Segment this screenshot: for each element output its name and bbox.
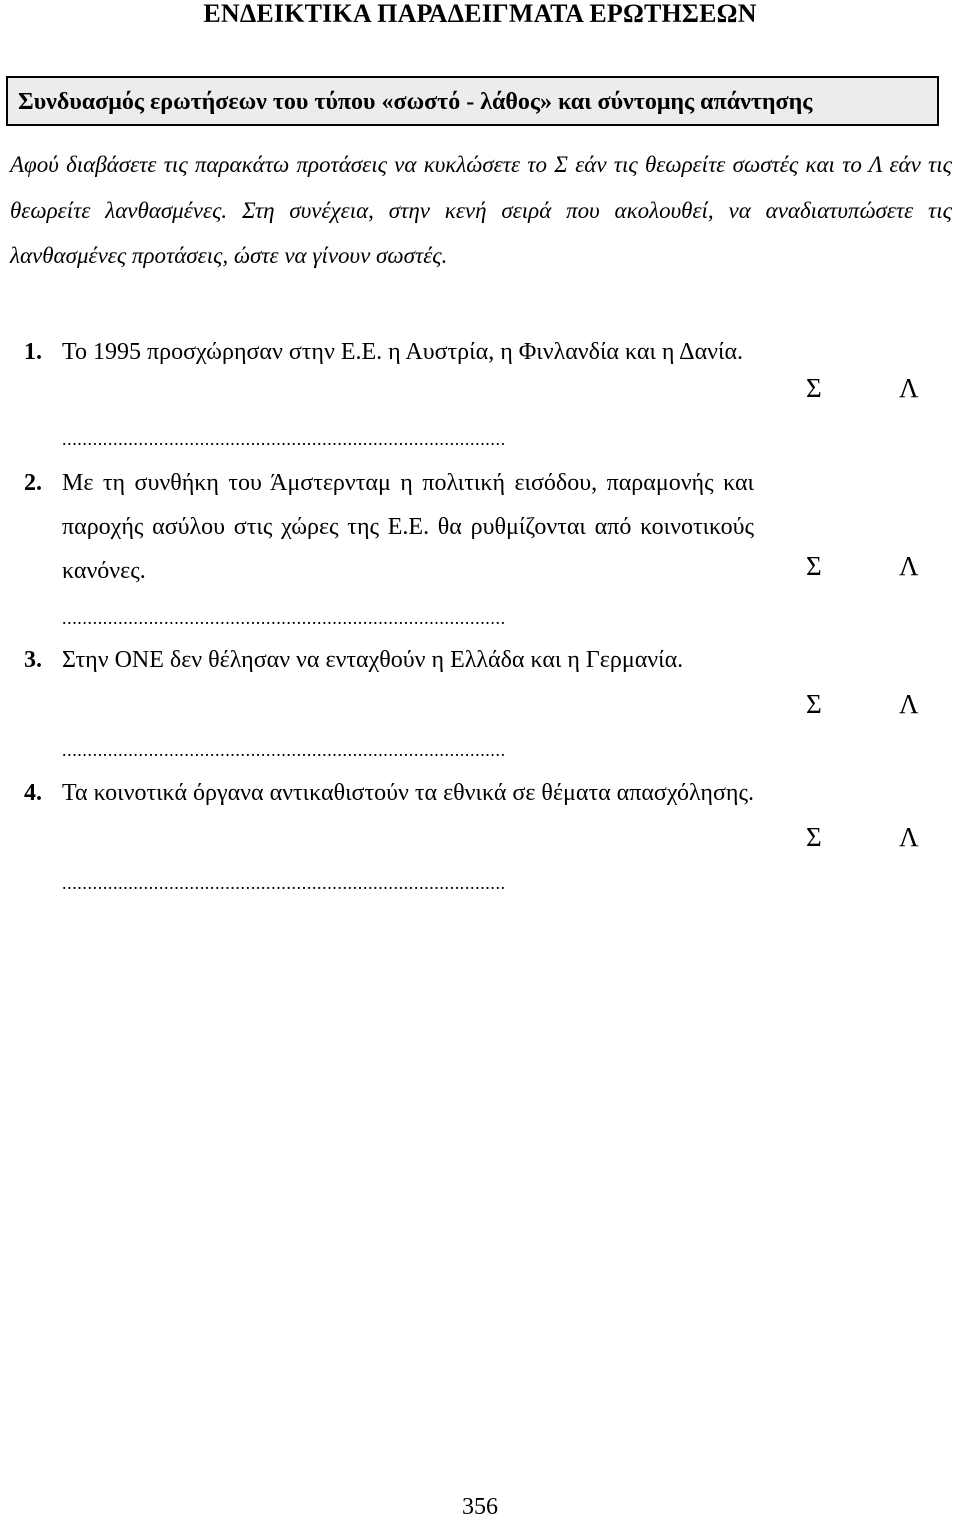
false-option[interactable]: Λ xyxy=(899,373,919,403)
page-title: ΕΝΔΕΙΚΤΙΚΑ ΠΑΡΑΔΕΙΓΜΑΤΑ ΕΡΩΤΗΣΕΩΝ xyxy=(203,0,757,28)
true-option[interactable]: Σ xyxy=(806,822,822,852)
question-text: Με τη συνθήκη του Άμστερνταμ η πολιτική εισόδου, παραμονής και παροχής ασύλου στις χώρες της Ε.Ε. θα ρυθμίζονται από κοινοτικούς κανόνες. xyxy=(62,470,754,584)
question-text: Το 1995 προσχώρησαν στην Ε.Ε. η Αυστρία, η Φινλανδία και η Δανία. xyxy=(62,339,744,365)
false-option[interactable]: Λ xyxy=(899,822,919,852)
answer-line[interactable]: ....................................................................................... xyxy=(62,429,506,449)
page-number: 356 xyxy=(462,1494,498,1520)
question-text: Στην ΟΝΕ δεν θέλησαν να ενταχθούν η Ελλάδα και η Γερμανία. xyxy=(62,647,684,673)
question-number: 3. xyxy=(24,647,42,673)
question-number: 2. xyxy=(24,470,42,496)
section-header-box xyxy=(6,76,939,126)
false-option[interactable]: Λ xyxy=(899,551,919,581)
question-text: Τα κοινοτικά όργανα αντικαθιστούν τα εθνικά σε θέματα απασχόλησης. xyxy=(62,780,754,806)
answer-line[interactable]: ....................................................................................... xyxy=(62,873,506,893)
answer-line[interactable]: ....................................................................................... xyxy=(62,608,506,628)
question-number: 4. xyxy=(24,780,42,806)
answer-line[interactable]: ....................................................................................... xyxy=(62,740,506,760)
true-option[interactable]: Σ xyxy=(806,689,822,719)
question-number: 1. xyxy=(24,339,42,365)
true-option[interactable]: Σ xyxy=(806,373,822,403)
section-title: Συνδυασμός ερωτήσεων του τύπου «σωστό - λάθος» και σύντομης απάντησης xyxy=(18,89,813,115)
instructions-paragraph: Αφού διαβάσετε τις παρακάτω προτάσεις να κυκλώσετε το Σ εάν τις θεωρείτε σωστές και το Λ εάν τις θεωρείτε λανθασμένες. Στη συνέχεια, στην κενή σειρά που ακολουθεί, να αναδιατυπώσετε τις λανθασμένες προτάσεις, ώστε να γίνουν σωστές. xyxy=(10,152,952,268)
true-option[interactable]: Σ xyxy=(806,551,822,581)
false-option[interactable]: Λ xyxy=(899,689,919,719)
